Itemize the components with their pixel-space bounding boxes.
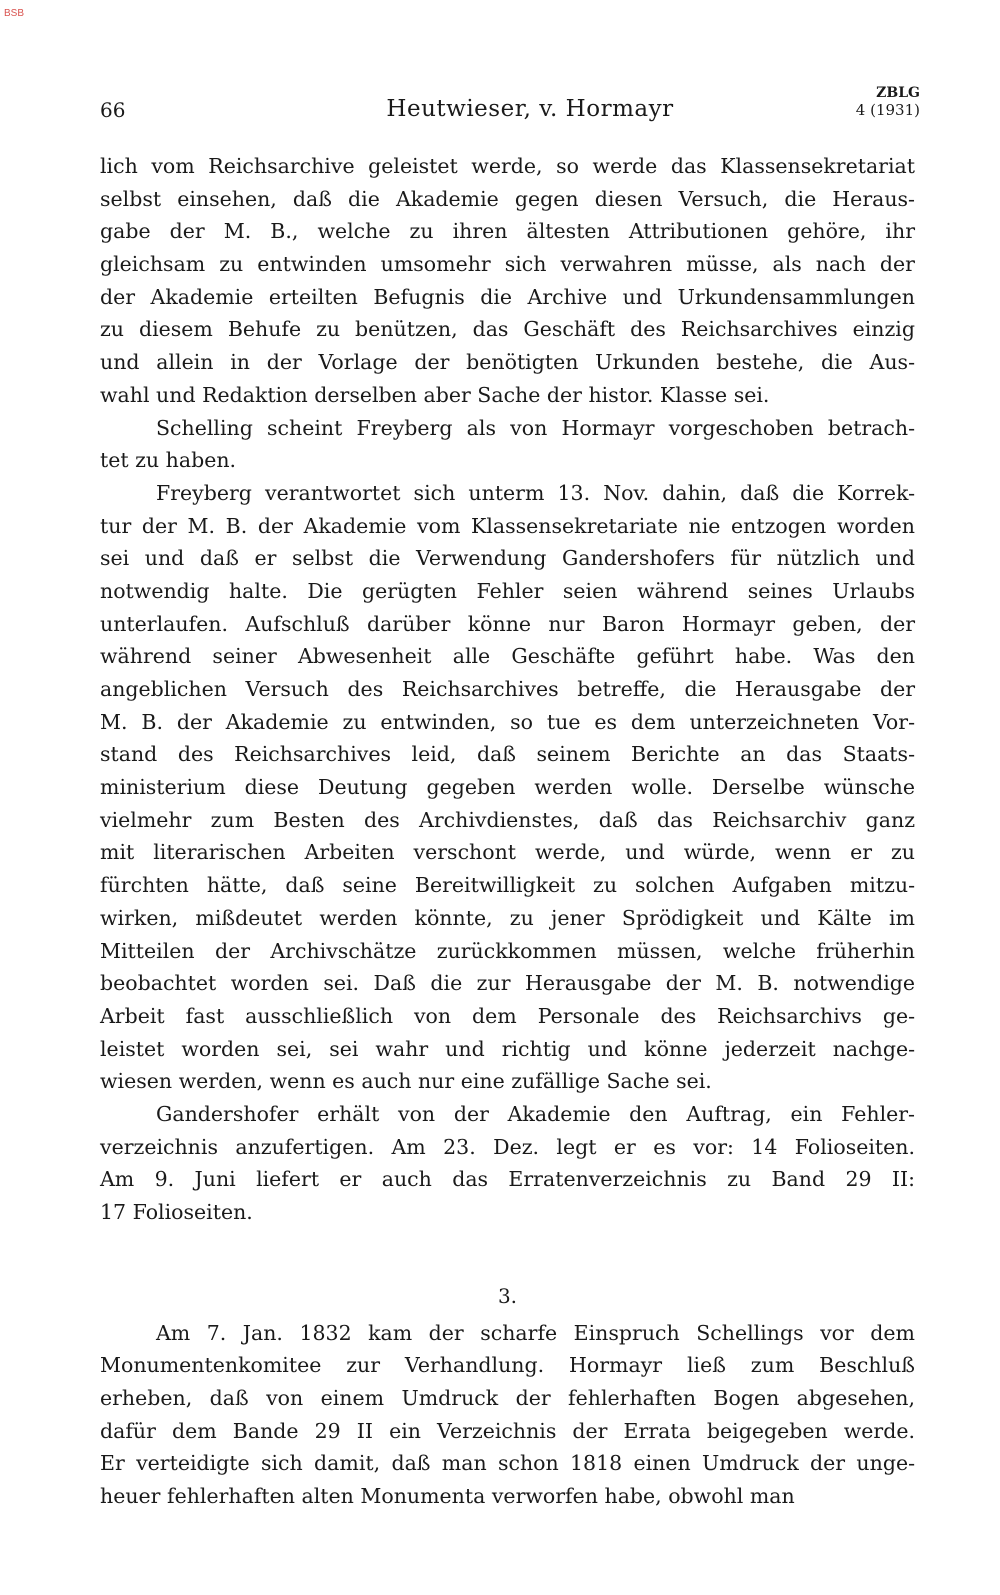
- text-line: selbst einsehen, daß die Akademie gegen diesen Versuch, die Heraus-: [100, 186, 915, 211]
- page-body: [100, 150, 915, 1513]
- watermark: BSB: [4, 8, 25, 19]
- text-line: stand des Reichsarchives leid, daß seinem Berichte an das Staats-: [100, 742, 915, 767]
- text-line: 17 Folioseiten.: [100, 1200, 253, 1224]
- text-line: fürchten hätte, daß seine Bereitwilligkeit zu solchen Aufgaben mitzu-: [100, 873, 915, 898]
- page-number: 66: [100, 98, 126, 122]
- journal-reference: [856, 86, 920, 118]
- running-title: Heutwieser, v. Hormayr: [386, 96, 674, 122]
- text-block-part2: [100, 1317, 915, 1513]
- text-line: dafür dem Bande 29 II ein Verzeichnis der Errata beigegeben werde.: [100, 1418, 915, 1443]
- text-line: M. B. der Akademie zu entwinden, so tue es dem unterzeichneten Vor-: [100, 709, 915, 734]
- text-line: Arbeit fast ausschließlich von dem Personale des Reichsarchivs ge-: [100, 1003, 915, 1028]
- text-line: Gandershofer erhält von der Akademie den Auftrag, ein Fehler-: [156, 1101, 915, 1126]
- text-line: Monumentenkomitee zur Verhandlung. Hormayr ließ zum Beschluß: [100, 1353, 915, 1378]
- text-line: notwendig halte. Die gerügten Fehler seien während seines Urlaubs: [100, 578, 915, 603]
- text-line: wiesen werden, wenn es auch nur eine zufällige Sache sei.: [100, 1069, 712, 1094]
- text-line: zu diesem Behufe zu benützen, das Geschäft des Reichsarchives einzig: [100, 317, 915, 342]
- text-line: erheben, daß von einem Umdruck der fehlerhaften Bogen abgesehen,: [100, 1386, 915, 1411]
- paragraph: [100, 477, 915, 1098]
- journal-volume: 4 (1931): [855, 101, 920, 119]
- text-line: tur der M. B. der Akademie vom Klassensekretariate nie entzogen worden: [100, 513, 915, 538]
- paragraph: [100, 412, 915, 477]
- text-line: und allein in der Vorlage der benötigten Urkunden bestehe, die Aus-: [100, 350, 915, 375]
- text-line: beobachtet worden sei. Daß die zur Herausgabe der M. B. notwendige: [100, 971, 915, 996]
- paragraph: [100, 1098, 915, 1229]
- text-line: vielmehr zum Besten des Archivdienstes, daß das Reichsarchiv ganz: [100, 807, 915, 832]
- text-line: heuer fehlerhaften alten Monumenta verworfen habe, obwohl man: [100, 1484, 795, 1509]
- text-line: während seiner Abwesenheit alle Geschäfte geführt habe. Was den: [100, 644, 915, 669]
- text-block-part1: [100, 150, 915, 1229]
- text-line: Mitteilen der Archivschätze zurückkommen müssen, welche früherhin: [100, 938, 915, 963]
- text-line: unterlaufen. Aufschluß darüber könne nur Baron Hormayr geben, der: [100, 611, 915, 636]
- text-line: Freyberg verantwortet sich unterm 13. Nov. dahin, daß die Korrek-: [156, 480, 915, 505]
- text-line: leistet worden sei, sei wahr und richtig und könne jederzeit nachge-: [100, 1036, 915, 1061]
- paragraph: [100, 1317, 915, 1513]
- section-number: 3.: [497, 1283, 518, 1308]
- text-line: gleichsam zu entwinden umsomehr sich verwahren müsse, als nach der: [100, 252, 915, 277]
- text-line: gabe der M. B., welche zu ihren ältesten Attributionen gehöre, ihr: [100, 219, 915, 244]
- text-line: sei und daß er selbst die Verwendung Gandershofers für nützlich und: [100, 546, 915, 571]
- text-line: lich vom Reichsarchive geleistet werde, so werde das Klassensekretariat: [100, 154, 915, 178]
- text-line: wirken, mißdeutet werden könnte, zu jener Sprödigkeit und Kälte im: [100, 905, 915, 930]
- text-line: Am 7. Jan. 1832 kam der scharfe Einspruch Schellings vor dem: [156, 1320, 915, 1345]
- text-line: wahl und Redaktion derselben aber Sache der histor. Klasse sei.: [100, 382, 770, 407]
- text-line: ministerium diese Deutung gegeben werden wolle. Derselbe wünsche: [100, 775, 915, 800]
- text-line: verzeichnis anzufertigen. Am 23. Dez. legt er es vor: 14 Folioseiten.: [100, 1134, 915, 1159]
- page-header: [100, 85, 920, 128]
- text-line: tet zu haben.: [100, 448, 237, 473]
- text-line: der Akademie erteilten Befugnis die Archive und Urkundensammlungen: [100, 284, 915, 309]
- text-line: mit literarischen Arbeiten verschont werde, und würde, wenn er zu: [100, 840, 915, 865]
- text-line: Schelling scheint Freyberg als von Hormayr vorgeschoben betrach-: [156, 415, 915, 440]
- text-line: Am 9. Juni liefert er auch das Erratenverzeichnis zu Band 29 II:: [100, 1167, 915, 1192]
- text-line: Er verteidigte sich damit, daß man schon 1818 einen Umdruck der unge-: [100, 1451, 915, 1476]
- journal-abbreviation: ZBLG: [876, 85, 920, 101]
- paragraph: [100, 150, 915, 412]
- text-line: angeblichen Versuch des Reichsarchives betreffe, die Herausgabe der: [100, 677, 915, 701]
